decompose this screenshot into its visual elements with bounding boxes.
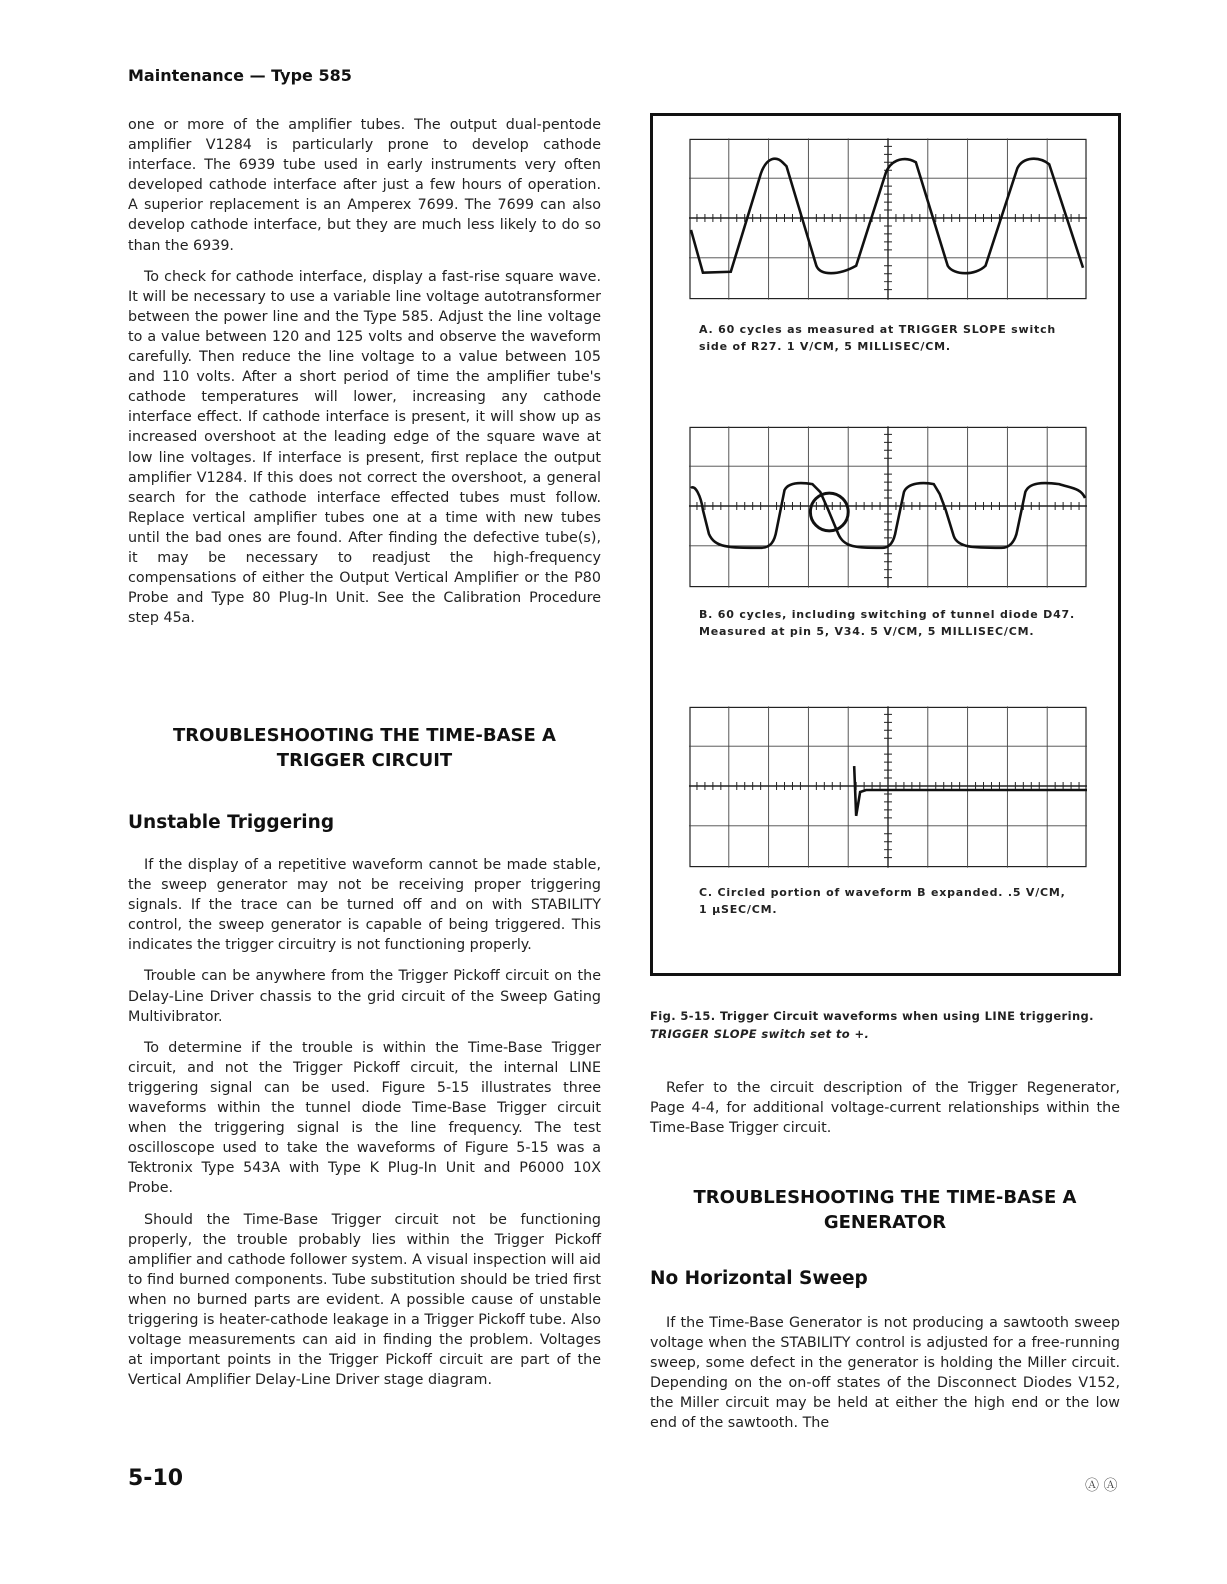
waveform-c-svg — [689, 706, 1087, 868]
page-number: 5-10 — [128, 1466, 184, 1491]
left-column-bottom — [128, 855, 601, 1401]
paragraph: one or more of the amplifier tubes. The output dual-pentode amplifier V1284 is particularly prone to develop cathode interface. The 6939 tube used in early instruments very often developed cathode interface after just a few hours of operation. A superior replacement is an Amperex 7699. The 7699 can also develop cathode interface, but they are much less likely to do so than the 6939. — [128, 117, 601, 254]
running-head: Maintenance — Type 585 — [128, 66, 352, 85]
figure-label-b: B. 60 cycles, including switching of tunnel diode D47. Measured at pin 5, V34. 5 V/CM, 5 MILLISEC/CM. — [699, 608, 1075, 638]
waveform-a-svg — [689, 138, 1087, 300]
figure-caption: Fig. 5-15. Trigger Circuit waveforms when using LINE triggering. TRIGGER SLOPE switch set to +. — [650, 1009, 1094, 1041]
left-column-top — [128, 115, 601, 639]
waveform-c-graticule — [689, 706, 1087, 868]
figure-5-15-box — [650, 113, 1121, 976]
edition-marks: Ⓐ Ⓐ — [1085, 1478, 1118, 1494]
right-column-top — [650, 1078, 1120, 1149]
figure-label-a: A. 60 cycles as measured at TRIGGER SLOPE switch side of R27. 1 V/CM, 5 MILLISEC/CM. — [699, 323, 1057, 353]
section-heading-trigger: TROUBLESHOOTING THE TIME-BASE A TRIGGER CIRCUIT — [173, 725, 556, 771]
waveform-b-graticule — [689, 426, 1087, 588]
paragraph: Refer to the circuit description of the Trigger Regenerator, Page 4-4, for additional voltage-current relationships within the Time-Base Trigger circuit. — [650, 1080, 1120, 1137]
section-heading-generator: TROUBLESHOOTING THE TIME-BASE A GENERATOR — [693, 1187, 1077, 1233]
paragraph: To determine if the trouble is within the Time-Base Trigger circuit, and not the Trigger Pickoff circuit, the internal LINE triggering signal can be used. Figure 5-15 illustrates three waveforms within the tunnel diode Time-Base Trigger circuit when the triggering signal is the line frequency. The test oscilloscope used to take the waveforms of Figure 5-15 was a Tektronix Type 543A with Type K Plug-In Unit and P6000 10X Probe. — [128, 1039, 601, 1197]
paragraph: Should the Time-Base Trigger circuit not be functioning properly, the trouble probably lies within the Trigger Pickoff amplifier and cathode follower system. A visual inspection will aid to find burned components. Tube substitution should be tried first when no burned parts are evident. A possible cause of unstable triggering is heater-cathode leakage in a Trigger Pickoff tube. Also voltage measurements can aid in finding the problem. Voltages at important points in the Trigger Pickoff circuit are part of the Vertical Amplifier Delay-Line Driver stage diagram. — [128, 1211, 601, 1389]
paragraph: To check for cathode interface, display a fast-rise square wave. It will be necessary to use a variable line voltage autotransformer between the power line and the Type 585. Adjust the line voltage to a value between 120 and 125 volts and observe the waveform carefully. Then reduce the line voltage to a value between 105 and 110 volts. After a short period of time the amplifier tube's cathode temperatures will lower, increasing any cathode interface effect. If cathode interface is present, it will show up as increased overshoot at the leading edge of the square wave at low line voltages. If interface is present, first replace the output amplifier V1284. If this does not correct the overshoot, a general search for the cathode interface effected tubes must follow. Replace vertical amplifier tubes one at a time with new tubes until the bad ones are found. After finding the defective tube(s), it may be necessary to readjust the high-frequency compensations of either the Output Vertical Amplifier or the P80 Probe and Type 80 Plug-In Unit. See the Calibration Procedure step 45a. — [128, 268, 601, 627]
figure-label-c: C. Circled portion of waveform B expanded. .5 V/CM, 1 µSEC/CM. — [699, 886, 1066, 916]
waveform-b-svg — [689, 426, 1087, 588]
paragraph: Trouble can be anywhere from the Trigger Pickoff circuit on the Delay-Line Driver chassis to the grid circuit of the Sweep Gating Multivibrator. — [128, 968, 601, 1025]
waveform-a-graticule — [689, 138, 1087, 300]
subheading-no-horizontal-sweep: No Horizontal Sweep — [650, 1268, 868, 1289]
paragraph: If the Time-Base Generator is not producing a sawtooth sweep voltage when the STABILITY control is adjusted for a free-running sweep, some defect in the generator is holding the Miller circuit. Depending on the on-off states of the Disconnect Diodes V152, the Miller circuit may be held at either the high end or the low end of the sawtooth. The — [650, 1315, 1120, 1432]
paragraph: If the display of a repetitive waveform cannot be made stable, the sweep generator may not be receiving proper triggering signals. If the trace can be turned off and on with STABILITY control, the sweep generator is capable of being triggered. This indicates the trigger circuitry is not functioning properly. — [128, 857, 601, 954]
right-column-bottom — [650, 1313, 1120, 1445]
subheading-unstable-triggering: Unstable Triggering — [128, 812, 335, 833]
